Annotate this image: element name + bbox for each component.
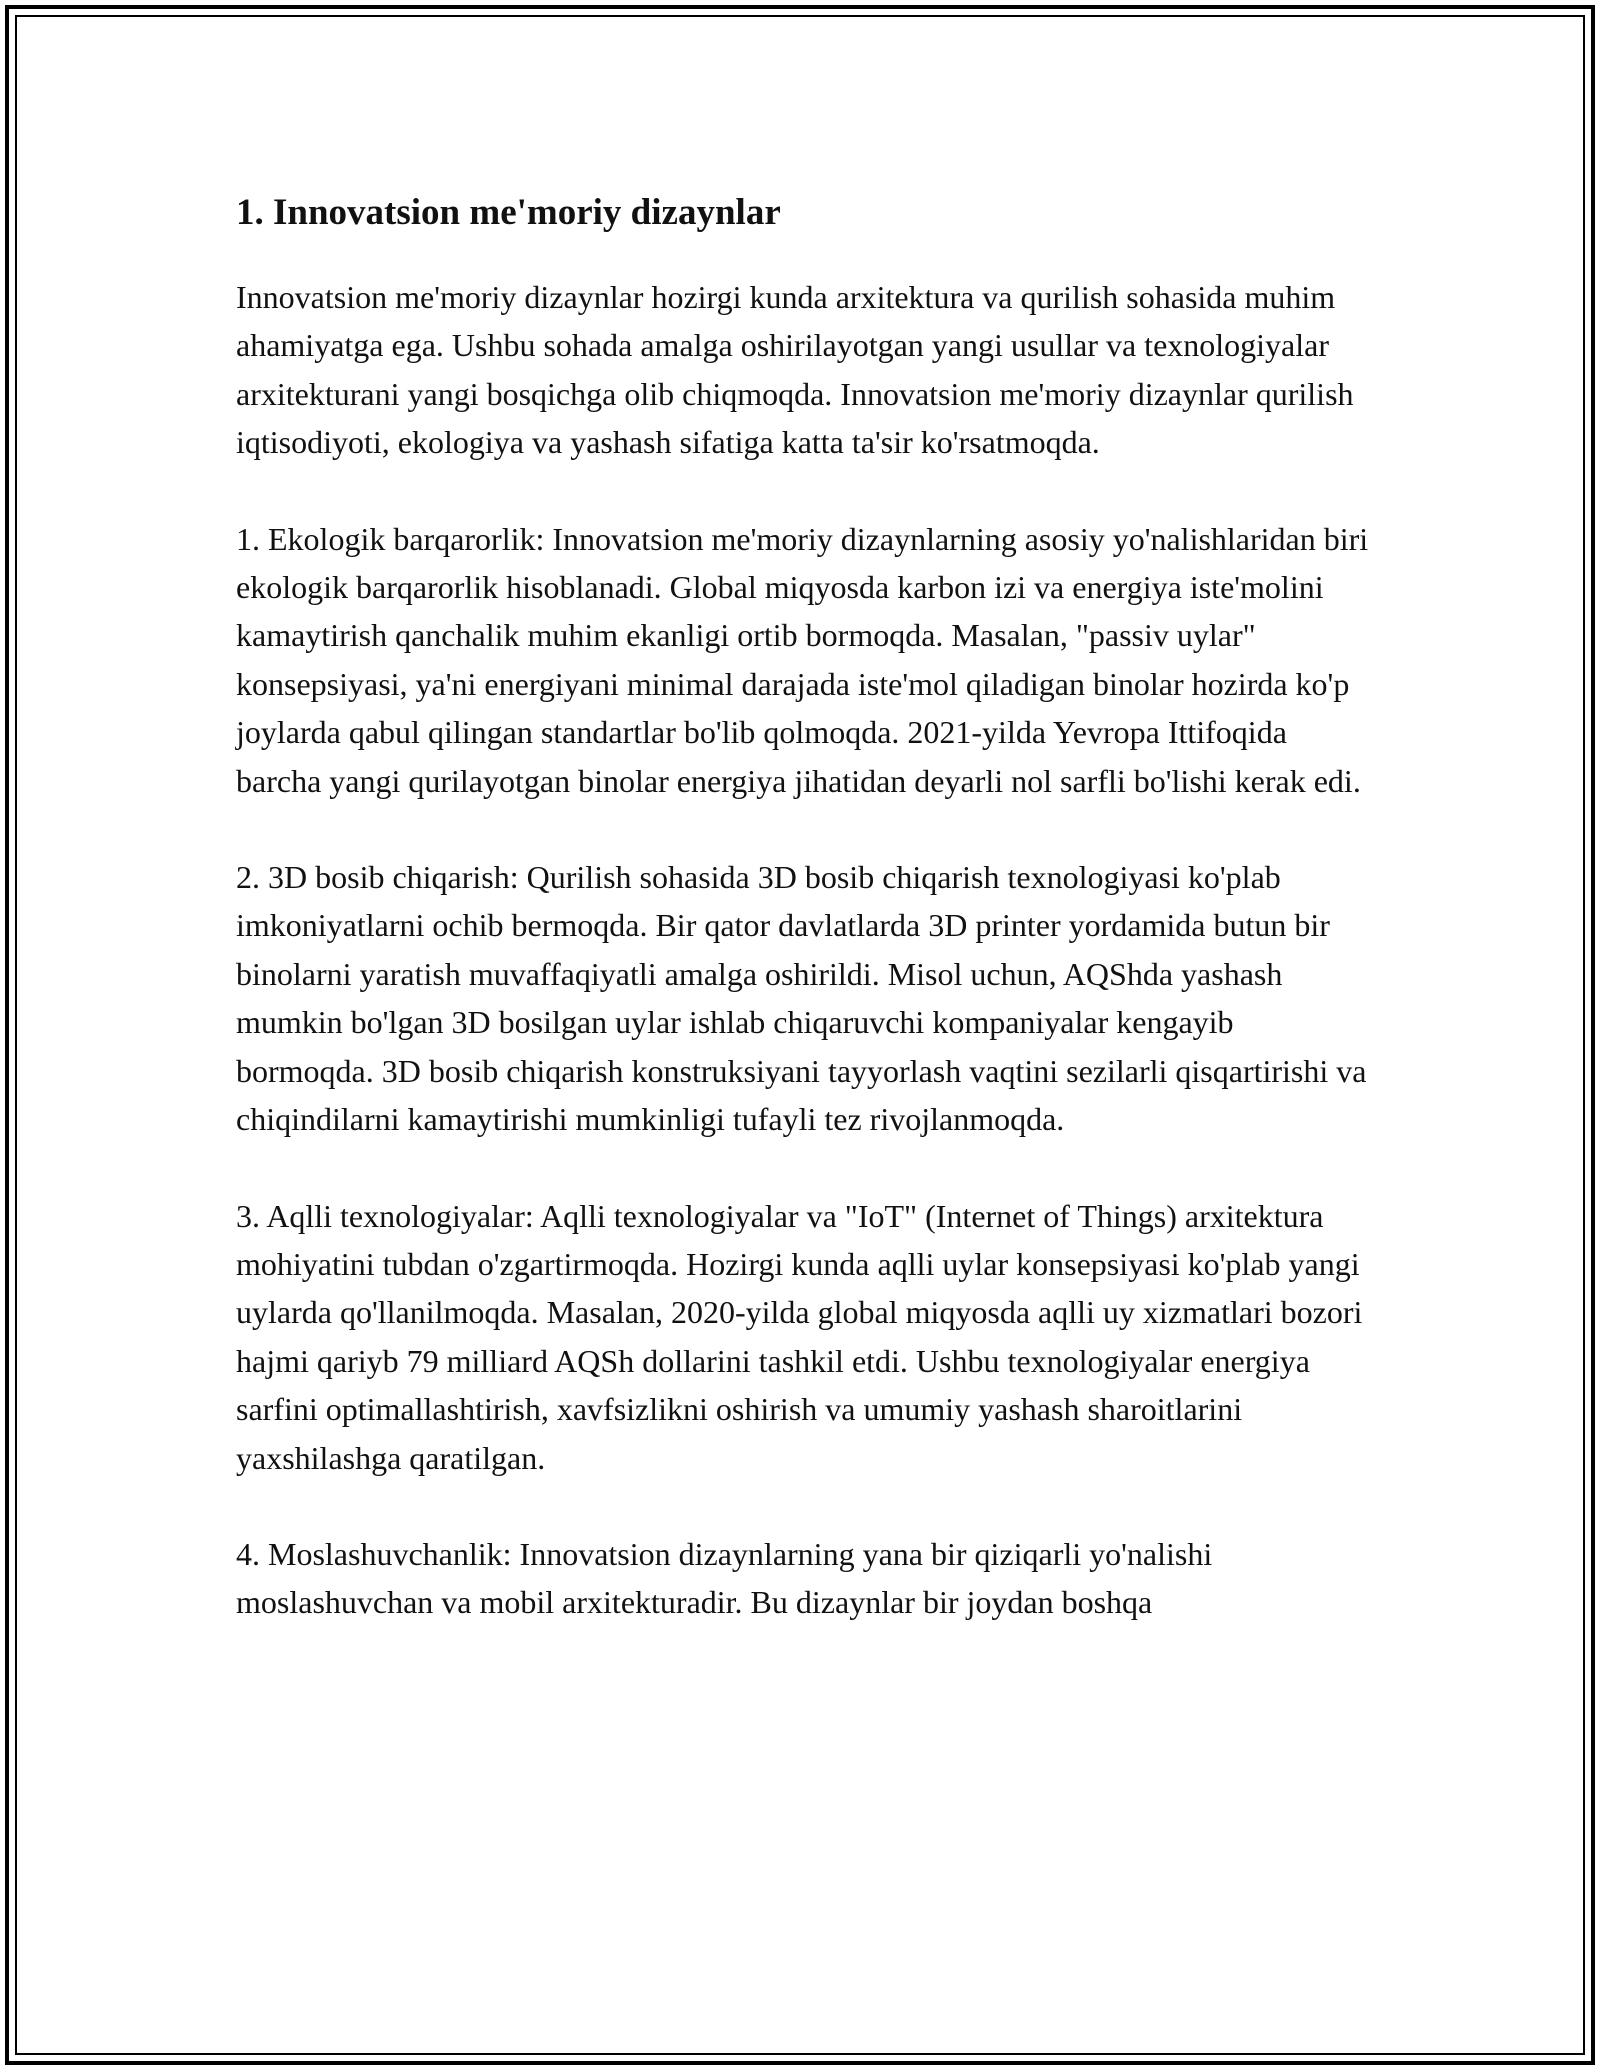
- paragraph-flexibility: 4. Moslashuvchanlik: Innovatsion dizaynlarning yana bir qiziqarli yo'nalishi moslashuvchan va mobil arxitekturadir. Bu dizaynlar bir joydan boshqa: [236, 1535, 1213, 1621]
- paragraph-3d-printing: 2. 3D bosib chiqarish: Qurilish sohasida 3D bosib chiqarish texnologiyasi ko'plab imkoniyatlarni ochib bermoqda. Bir qator davlatlarda 3D printer yordamida butun bir binolarni yaratish muvaffaqiyatli amalga oshirildi. Misol uchun, AQShda yashash mumkin bo'lgan 3D bosilgan uylar ishlab chiqaruvchi kompaniyalar kengayib bormoqda. 3D bosib chiqarish konstruksiyani tayyorlash vaqtini sezilarli qisqartirishi va chiqindilarni kamaytirishi mumkinligi tufayli tez rivojlanmoqda.: [236, 859, 1367, 1138]
- paragraph-ecological-sustainability: 1. Ekologik barqarorlik: Innovatsion me'moriy dizaynlarning asosiy yo'nalishlaridan biri ekologik barqarorlik hisoblanadi. Global miqyosda karbon izi va energiya iste'molini kamaytirish qanchalik muhim ekanligi ortib bormoqda. Masalan, "passiv uylar" konsepsiyasi, ya'ni energiyani minimal darajada iste'mol qiladigan binolar hozirda ko'p joylarda qabul qilingan standartlar bo'lib qolmoqda. 2021-yilda Yevropa Ittifoqida barcha yangi qurilayotgan binolar energiya jihatidan deyarli nol sarfli bo'lishi kerak edi.: [236, 520, 1369, 799]
- document-title: 1. Innovatsion me'moriy dizaynlar: [236, 192, 781, 233]
- paragraph-intro: Innovatsion me'moriy dizaynlar hozirgi kunda arxitektura va qurilish sohasida muhim ahamiyatga ega. Ushbu sohada amalga oshirilayotgan yangi usullar va texnologiyalar arxitekturani yangi bosqichga olib chiqmoqda. Innovatsion me'moriy dizaynlar qurilish iqtisodiyoti, ekologiya va yashash sifatiga katta ta'sir ko'rsatmoqda.: [236, 279, 1354, 461]
- paragraph-smart-technologies: 3. Aqlli texnologiyalar: Aqlli texnologiyalar va "IoT" (Internet of Things) arxitektura mohiyatini tubdan o'zgartirmoqda. Hozirgi kunda aqlli uylar konsepsiyasi ko'plab yangi uylarda qo'llanilmoqda. Masalan, 2020-yilda global miqyosda aqlli uy xizmatlari bozori hajmi qariyb 79 milliard AQSh dollarini tashkil etdi. Ushbu texnologiyalar energiya sarfini optimallashtirish, xavfsizlikni oshirish va umumiy yashash sharoitlarini yaxshilashga qaratilgan.: [236, 1197, 1363, 1476]
- document-body: [236, 185, 1376, 1675]
